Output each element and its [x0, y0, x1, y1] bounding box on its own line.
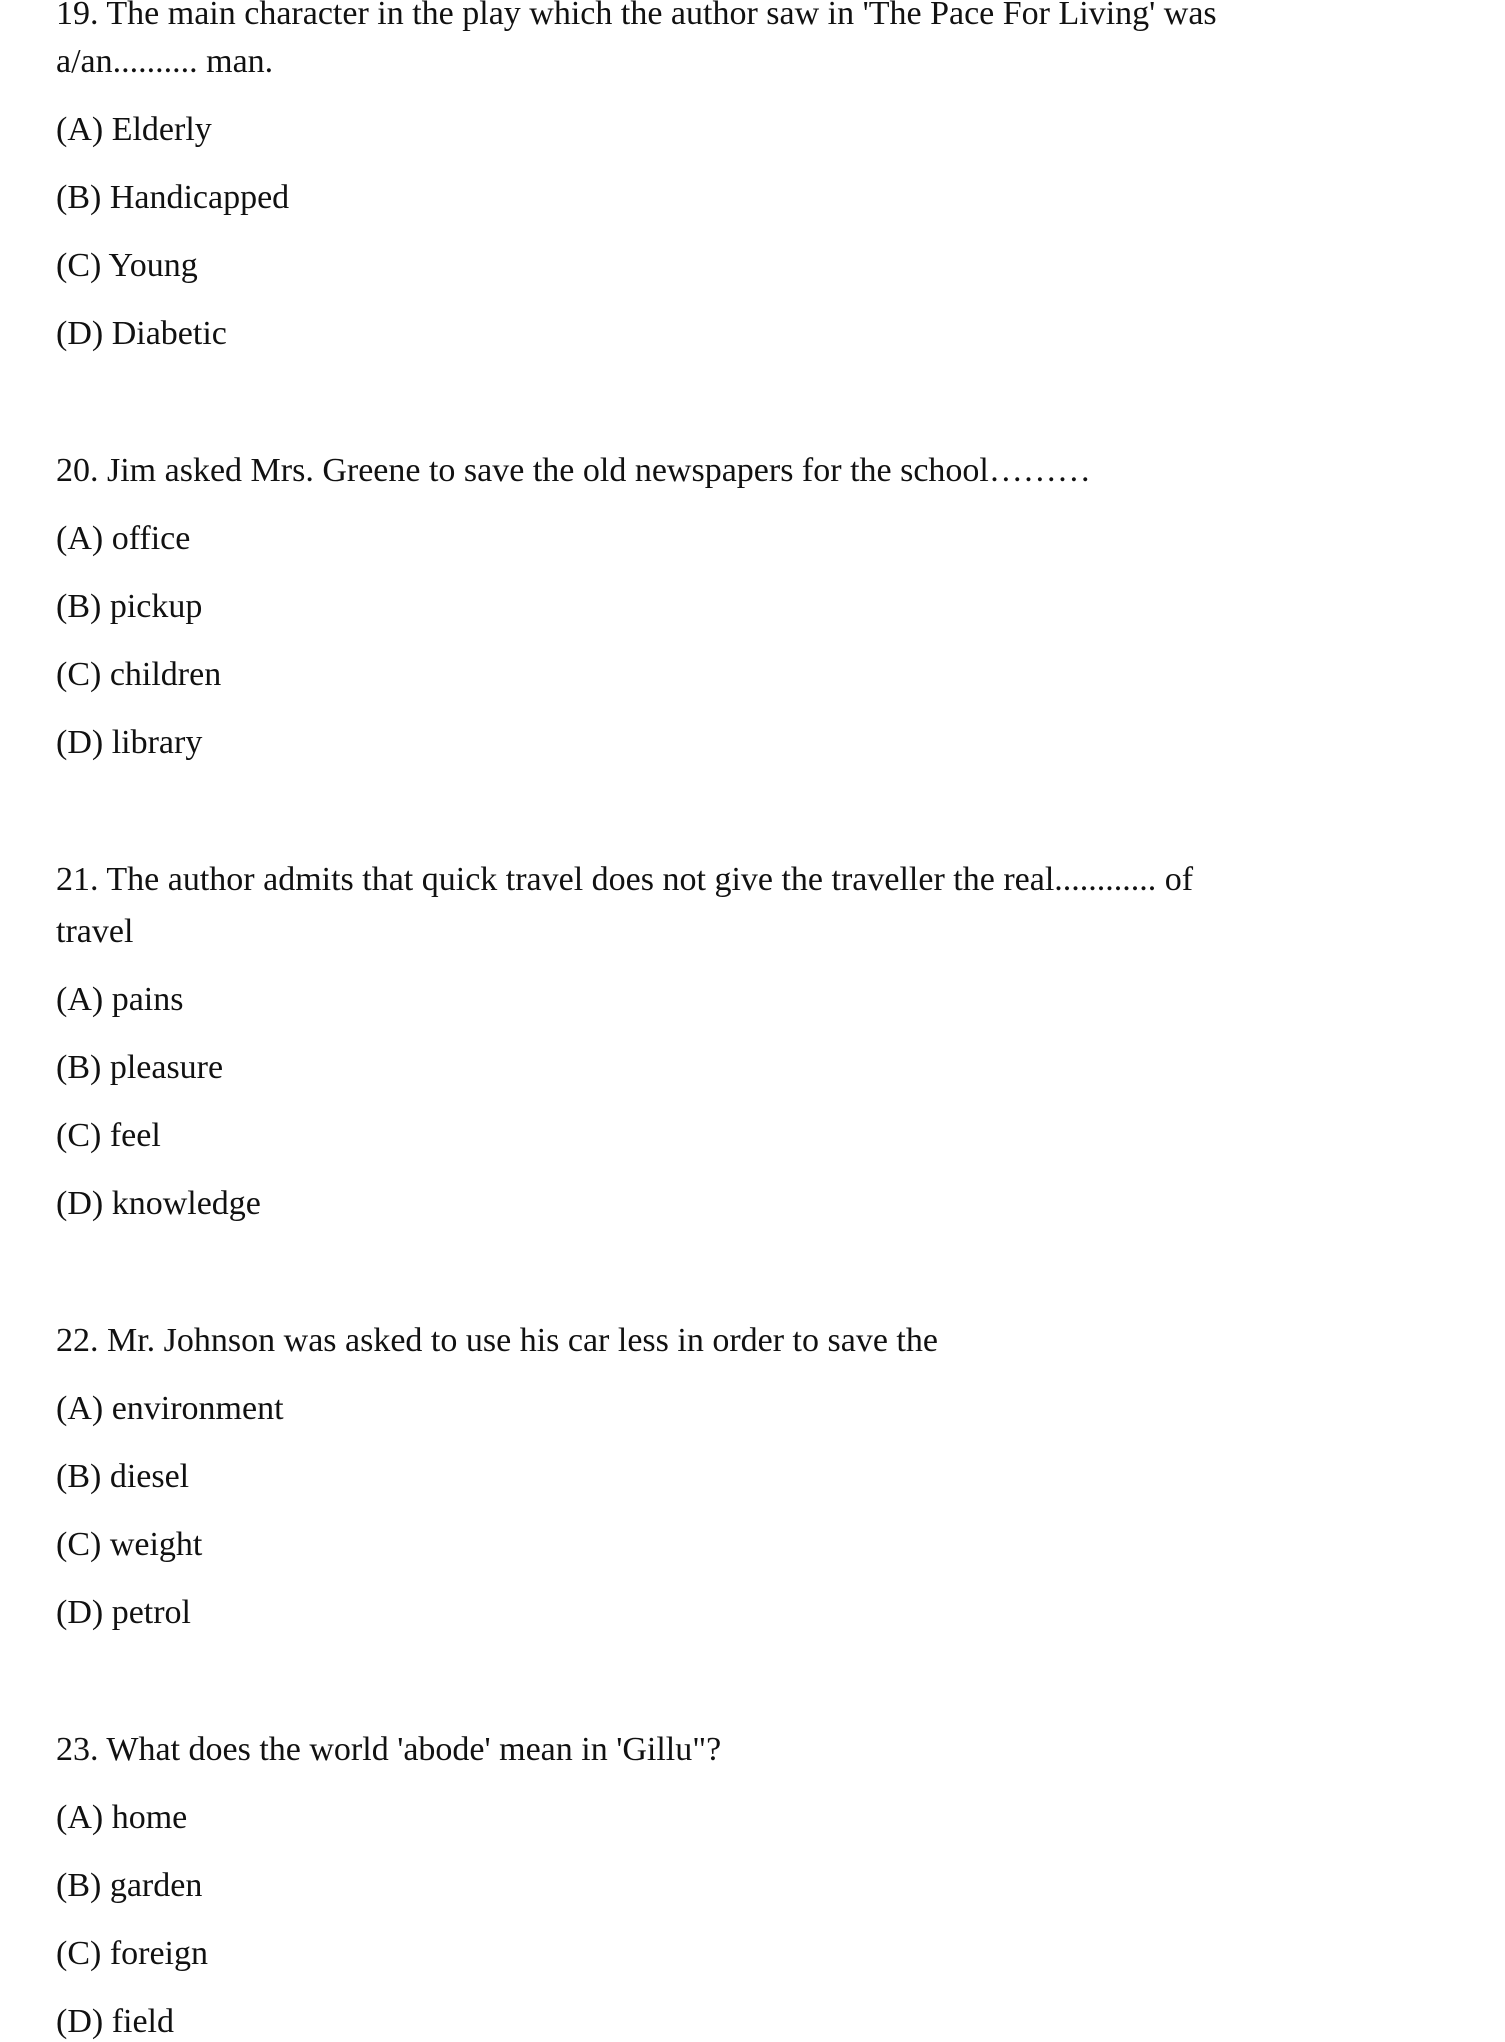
option-c: (C) children — [56, 656, 222, 693]
option-a: (A) office — [56, 520, 191, 557]
option-a: (A) environment — [56, 1390, 284, 1427]
question-text: 23. What does the world 'abode' mean in 'Gillu"? — [56, 1731, 722, 1768]
option-d: (D) Diabetic — [56, 315, 227, 352]
option-b: (B) Handicapped — [56, 179, 290, 216]
option-a: (A) home — [56, 1799, 188, 1836]
option-d: (D) library — [56, 724, 203, 761]
option-b: (B) garden — [56, 1867, 203, 1904]
option-b: (B) pickup — [56, 588, 203, 625]
option-d: (D) field — [56, 2003, 175, 2040]
option-c: (C) foreign — [56, 1935, 209, 1972]
question-text: 21. The author admits that quick travel does not give the traveller the real............ of — [56, 861, 1194, 898]
question-text: 22. Mr. Johnson was asked to use his car less in order to save the — [56, 1322, 938, 1359]
question-text: 20. Jim asked Mrs. Greene to save the old newspapers for the school……… — [56, 452, 1091, 489]
question-text: travel — [56, 913, 134, 950]
question-text: 19. The main character in the play which the author saw in 'The Pace For Living' was — [56, 0, 1217, 32]
option-b: (B) pleasure — [56, 1049, 224, 1086]
option-c: (C) weight — [56, 1526, 203, 1563]
option-c: (C) Young — [56, 247, 198, 284]
option-d: (D) petrol — [56, 1594, 192, 1631]
option-a: (A) pains — [56, 981, 184, 1018]
option-d: (D) knowledge — [56, 1185, 261, 1222]
option-c: (C) feel — [56, 1117, 161, 1154]
option-b: (B) diesel — [56, 1458, 190, 1495]
option-a: (A) Elderly — [56, 111, 212, 148]
question-text: a/an.......... man. — [56, 43, 274, 80]
